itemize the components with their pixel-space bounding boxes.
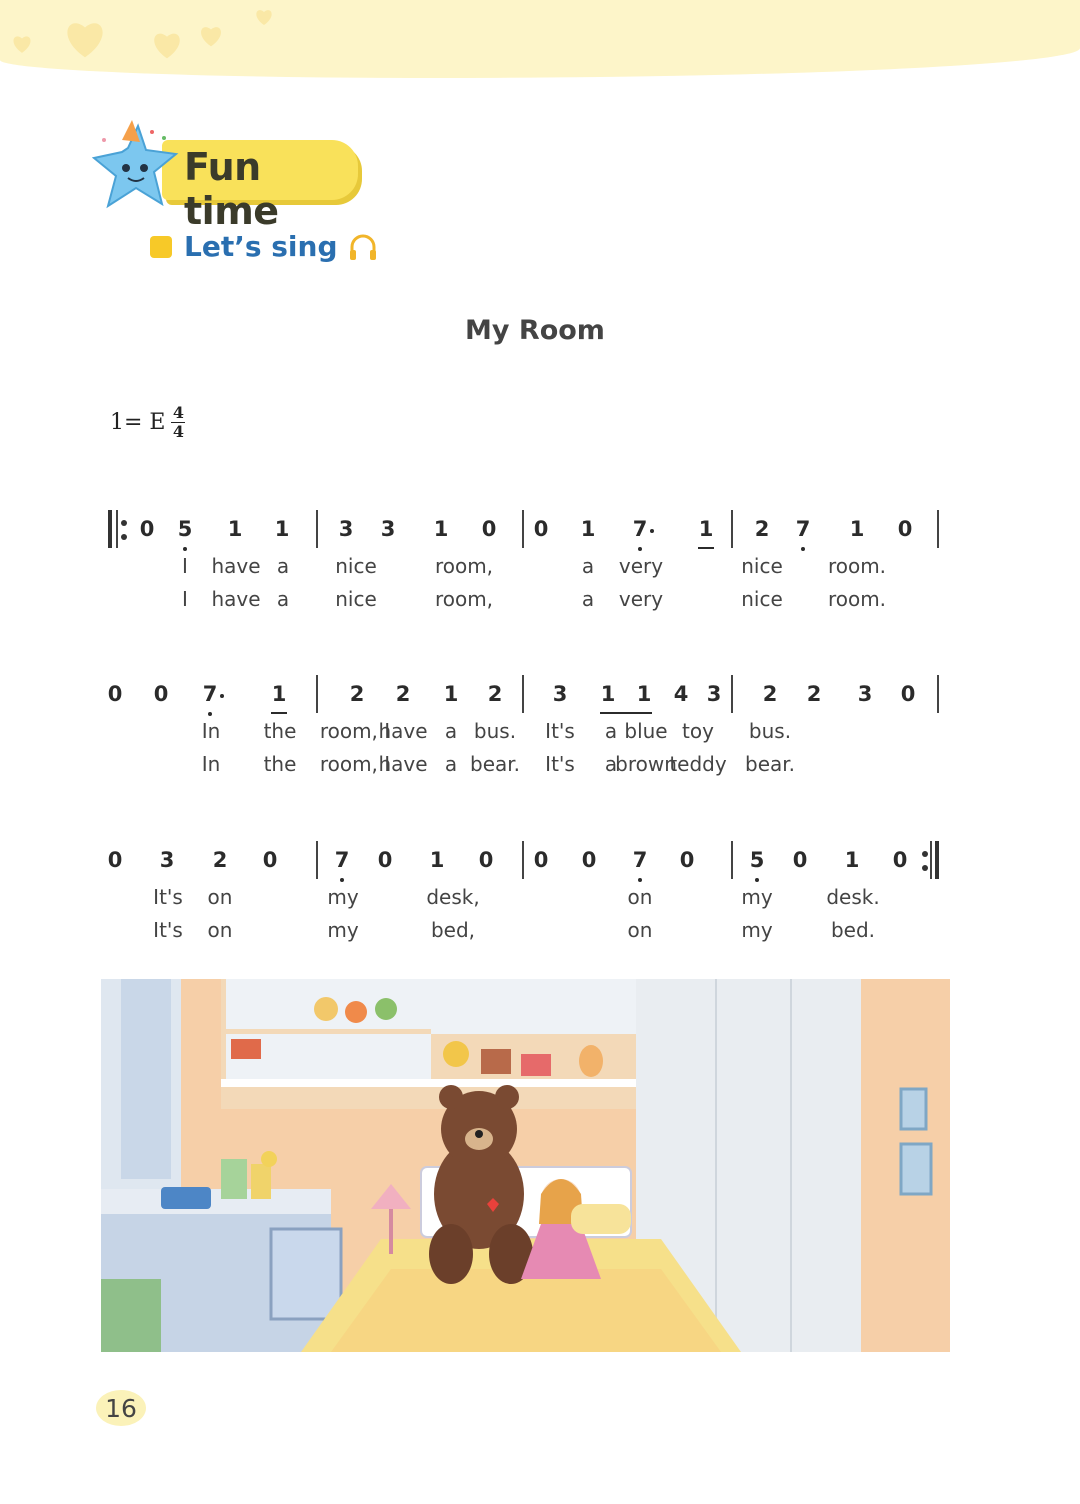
lyric-line1: desk, bbox=[426, 885, 480, 909]
lyric-line1: the bbox=[263, 719, 297, 743]
note: 0 bbox=[533, 848, 549, 872]
bar-line bbox=[316, 841, 318, 879]
note: 0 bbox=[107, 848, 123, 872]
note: 7 bbox=[795, 517, 811, 541]
note: 2 bbox=[762, 682, 778, 706]
bar-line bbox=[731, 841, 733, 879]
lyric-line2: It's bbox=[153, 918, 183, 942]
star-mascot-icon bbox=[92, 118, 182, 213]
repeat-dot bbox=[121, 520, 127, 526]
bar-line bbox=[937, 675, 939, 713]
lyric-line2: bear. bbox=[745, 752, 795, 776]
note: 3 bbox=[706, 682, 722, 706]
lyric-line2: have bbox=[211, 587, 261, 611]
bar-line bbox=[522, 841, 524, 879]
note: 2 bbox=[487, 682, 503, 706]
augmentation-dot bbox=[220, 694, 224, 698]
lyric-line2: bear. bbox=[470, 752, 520, 776]
repeat-dot bbox=[922, 851, 928, 857]
note: 7 bbox=[334, 848, 350, 872]
note: 0 bbox=[262, 848, 278, 872]
lyric-line1: room, I bbox=[319, 719, 391, 743]
lyric-line2: bed. bbox=[830, 918, 876, 942]
lyric-line1: room, bbox=[434, 554, 494, 578]
lyric-line2: very bbox=[618, 587, 664, 611]
lyric-line1: have bbox=[211, 554, 261, 578]
lyric-line1: a bbox=[581, 554, 595, 578]
note: 1 bbox=[580, 517, 596, 541]
note: 2 bbox=[212, 848, 228, 872]
repeat-dot bbox=[121, 534, 127, 540]
repeat-start-thin bbox=[116, 510, 118, 548]
bedroom-illustration bbox=[101, 979, 950, 1352]
heart-icon bbox=[62, 18, 108, 60]
lyric-line1: nice bbox=[335, 554, 377, 578]
note: 1 bbox=[429, 848, 445, 872]
note: 2 bbox=[806, 682, 822, 706]
lyric-line2: nice bbox=[335, 587, 377, 611]
beam-underline bbox=[600, 712, 652, 714]
section-title: Fun time bbox=[184, 145, 279, 233]
lyric-line2: the bbox=[263, 752, 297, 776]
lets-sing-heading bbox=[150, 230, 378, 263]
note: 3 bbox=[552, 682, 568, 706]
heart-icon bbox=[254, 8, 274, 26]
note: 0 bbox=[481, 517, 497, 541]
lyric-line2: In bbox=[201, 752, 221, 776]
note: 3 bbox=[338, 517, 354, 541]
note: 3 bbox=[159, 848, 175, 872]
note: 1 bbox=[227, 517, 243, 541]
note: 1 bbox=[271, 682, 287, 706]
lyric-line2: a bbox=[604, 752, 618, 776]
octave-dot bbox=[755, 878, 759, 882]
note: 4 bbox=[673, 682, 689, 706]
time-signature bbox=[171, 405, 185, 440]
page-number: 16 bbox=[96, 1390, 146, 1426]
lyric-line2: my bbox=[327, 918, 359, 942]
octave-dot bbox=[801, 547, 805, 551]
bar-line bbox=[316, 675, 318, 713]
lyric-line2: on bbox=[627, 918, 653, 942]
key-label: 1= E bbox=[110, 410, 166, 435]
note: 0 bbox=[377, 848, 393, 872]
note: 1 bbox=[600, 682, 616, 706]
heart-icon bbox=[198, 24, 224, 48]
lyric-line2: room. bbox=[827, 587, 887, 611]
lyric-line1: desk. bbox=[826, 885, 880, 909]
lyric-line1: nice bbox=[741, 554, 783, 578]
lyric-line2: on bbox=[207, 918, 233, 942]
lyric-line1: toy bbox=[682, 719, 714, 743]
lyric-line1: room. bbox=[827, 554, 887, 578]
lyric-line1: It's bbox=[545, 719, 575, 743]
note: 5 bbox=[177, 517, 193, 541]
heart-icon bbox=[150, 30, 184, 60]
lyric-line1: on bbox=[207, 885, 233, 909]
repeat-end-thin bbox=[930, 841, 932, 879]
beam-underline bbox=[698, 547, 714, 549]
note: 0 bbox=[107, 682, 123, 706]
fun-time-tab bbox=[162, 140, 358, 233]
octave-dot bbox=[183, 547, 187, 551]
note: 0 bbox=[900, 682, 916, 706]
lyric-line2: a bbox=[444, 752, 458, 776]
note: 1 bbox=[849, 517, 865, 541]
note: 7 bbox=[202, 682, 218, 706]
lyric-line1: bus. bbox=[473, 719, 517, 743]
lyric-line2: a bbox=[581, 587, 595, 611]
note: 1 bbox=[433, 517, 449, 541]
note: 0 bbox=[897, 517, 913, 541]
note: 0 bbox=[679, 848, 695, 872]
top-decorative-band bbox=[0, 0, 1080, 78]
bullet-square bbox=[150, 236, 172, 258]
song-title: My Room bbox=[465, 315, 605, 346]
note: 5 bbox=[749, 848, 765, 872]
bar-line bbox=[522, 510, 524, 548]
octave-dot bbox=[208, 712, 212, 716]
note: 7 bbox=[632, 848, 648, 872]
lyric-line1: bus. bbox=[748, 719, 792, 743]
lyric-line2: my bbox=[741, 918, 773, 942]
lyric-line1: In bbox=[201, 719, 221, 743]
note: 0 bbox=[792, 848, 808, 872]
note: 1 bbox=[844, 848, 860, 872]
time-bottom: 4 bbox=[172, 422, 185, 441]
note: 3 bbox=[380, 517, 396, 541]
note: 0 bbox=[139, 517, 155, 541]
note: 3 bbox=[857, 682, 873, 706]
repeat-start-thick bbox=[108, 510, 112, 548]
note: 1 bbox=[698, 517, 714, 541]
lyric-line2: brown bbox=[615, 752, 677, 776]
octave-dot bbox=[638, 878, 642, 882]
key-signature bbox=[110, 405, 185, 440]
bar-line bbox=[937, 510, 939, 548]
lyric-line2: I bbox=[182, 587, 188, 611]
lyric-line1: my bbox=[741, 885, 773, 909]
augmentation-dot bbox=[650, 529, 654, 533]
note: 1 bbox=[274, 517, 290, 541]
beam-underline bbox=[271, 712, 287, 714]
lyric-line1: have bbox=[378, 719, 428, 743]
time-top: 4 bbox=[172, 403, 185, 422]
note: 0 bbox=[478, 848, 494, 872]
lyric-line2: a bbox=[276, 587, 290, 611]
lyric-line1: It's bbox=[153, 885, 183, 909]
lyric-line1: I bbox=[182, 554, 188, 578]
note: 0 bbox=[581, 848, 597, 872]
lyric-line2: teddy bbox=[669, 752, 727, 776]
lyric-line2: It's bbox=[545, 752, 575, 776]
note: 2 bbox=[395, 682, 411, 706]
lyric-line2: room, I bbox=[319, 752, 391, 776]
note: 7 bbox=[632, 517, 648, 541]
bar-line bbox=[522, 675, 524, 713]
note: 2 bbox=[349, 682, 365, 706]
lyric-line1: my bbox=[327, 885, 359, 909]
lyric-line1: a bbox=[276, 554, 290, 578]
octave-dot bbox=[340, 878, 344, 882]
lyric-line1: a bbox=[444, 719, 458, 743]
headphones-icon bbox=[348, 233, 378, 261]
repeat-end-thick bbox=[935, 841, 939, 879]
note: 1 bbox=[443, 682, 459, 706]
activity-label: Let’s sing bbox=[184, 230, 338, 263]
heart-icon bbox=[10, 34, 34, 54]
note: 0 bbox=[153, 682, 169, 706]
lyric-line2: room, bbox=[434, 587, 494, 611]
lyric-line1: a bbox=[604, 719, 618, 743]
bar-line bbox=[731, 675, 733, 713]
lyric-line2: have bbox=[378, 752, 428, 776]
lyric-line1: very bbox=[618, 554, 664, 578]
note: 0 bbox=[533, 517, 549, 541]
lyric-line1: blue bbox=[624, 719, 668, 743]
note: 2 bbox=[754, 517, 770, 541]
note: 0 bbox=[892, 848, 908, 872]
note: 1 bbox=[636, 682, 652, 706]
lyric-line2: bed, bbox=[430, 918, 476, 942]
repeat-dot bbox=[922, 865, 928, 871]
octave-dot bbox=[638, 547, 642, 551]
bar-line bbox=[731, 510, 733, 548]
lyric-line2: nice bbox=[741, 587, 783, 611]
lyric-line1: on bbox=[627, 885, 653, 909]
bar-line bbox=[316, 510, 318, 548]
